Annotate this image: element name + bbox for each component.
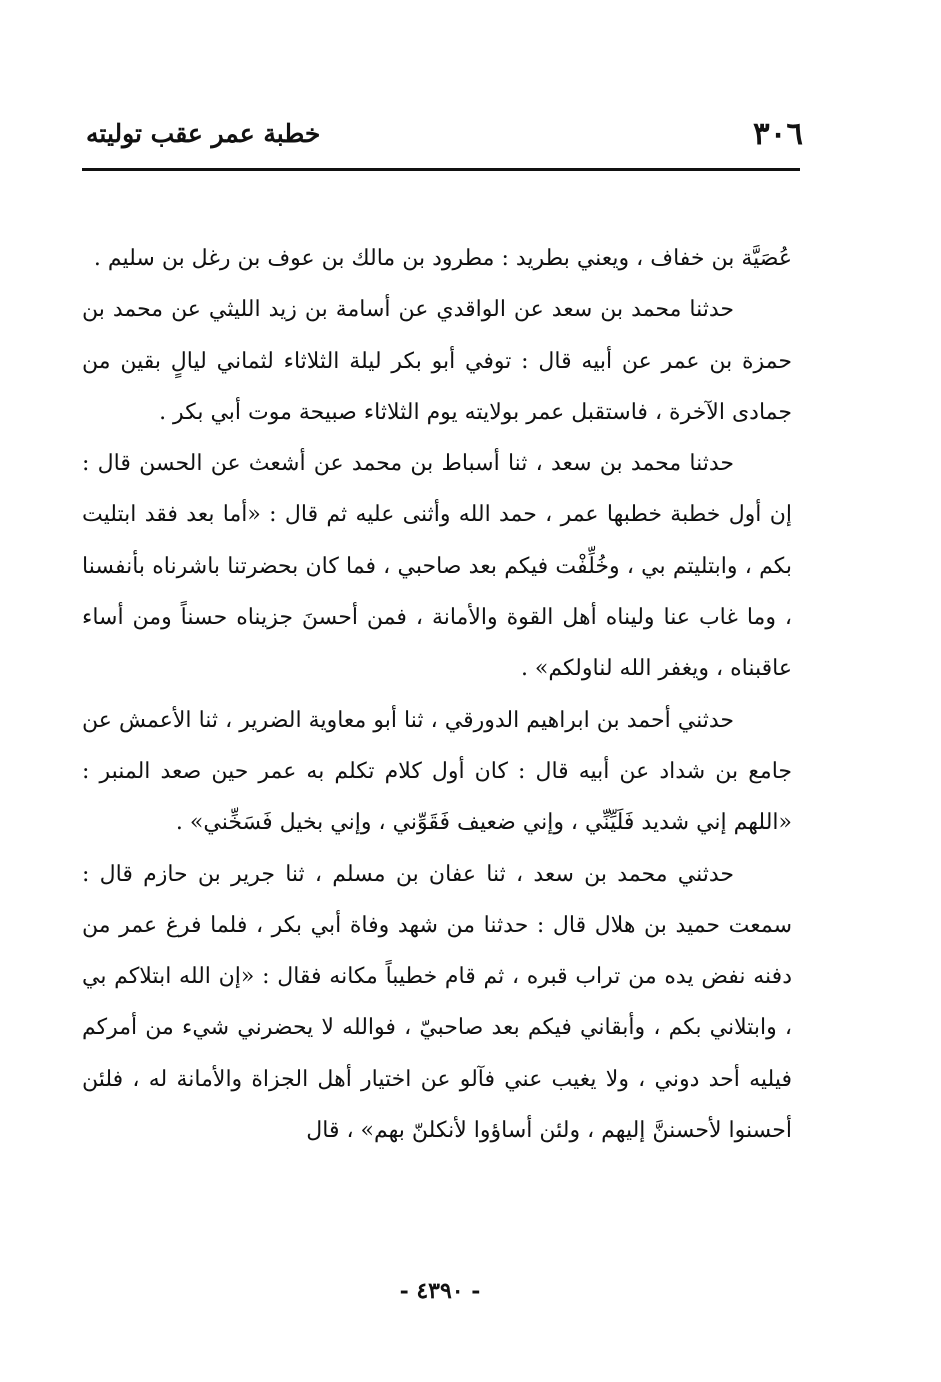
folio-number: - ٤٣٩٠ - [399, 1278, 481, 1304]
paragraph: حدثنا محمد بن سعد عن الواقدي عن أسامة بن زيد الليثي عن محمد بن حمزة بن عمر عن أبيه قال : توفي أبو بكر ليلة الثلاثاء لثماني ليالٍ بقين من جمادى الآخرة ، فاستقبل عمر بولايته يوم الثلاثاء صبيحة موت أبي بكر . [82, 297, 792, 425]
page-header [86, 114, 803, 154]
paragraph: حدثنا محمد بن سعد ، ثنا أسباط بن محمد عن أشعث عن الحسن قال : إن أول خطبة خطبها عمر ، حمد الله وأثنى عليه ثم قال : «أما بعد فقد ابتليت بكم ، وابتليتم بي ، وخُلِّفْت فيكم بعد صاحبي ، فما كان بحضرتنا باشرناه بأنفسنا ، وما غاب عنا وليناه أهل القوة والأمانة ، فمن أحسنَ جزيناه حسناً ومن أساء عاقبناه ، ويغفر الله لناولكم» . [82, 451, 792, 682]
header-rule [82, 168, 800, 171]
page-footer [0, 1278, 880, 1304]
paragraph: حدثني محمد بن سعد ، ثنا عفان بن مسلم ، ثنا جرير بن حازم قال : سمعت حميد بن هلال قال : حدثنا من شهد وفاة أبي بكر ، فلما فرغ عمر من دفنه نفض يده من تراب قبره ، ثم قام خطيباً مكانه فقال : «إن الله ابتلاكم بي ، وابتلاني بكم ، وأبقاني فيكم بعد صاحبيّ ، فوالله لا يحضرني شيء من أمركم فيليه أحد دوني ، ولا يغيب عني فآلو عن اختيار أهل الجزاة والأمانة له ، فلئن أحسنوا لأحسننَّ إليهم ، ولئن أساؤوا لأنكلنّ بهم» ، قال [82, 861, 792, 1144]
body-text [82, 233, 792, 1156]
paragraph: حدثني أحمد بن ابراهيم الدورقي ، ثنا أبو معاوية الضرير ، ثنا الأعمش عن جامع بن شداد عن أبيه قال : كان أول كلام تكلم به عمر حين صعد المنبر : «اللهم إني شديد فَلَيِّنِّي ، وإني ضعيف فَقَوِّني ، وإني بخيل فَسَخِّني» . [82, 707, 792, 836]
running-title: خطبة عمر عقب توليته [86, 119, 321, 148]
page-number: ٣٠٦ [753, 116, 803, 152]
paragraph: عُصَيَّة بن خفاف ، ويعني بطريد : مطرود بن مالك بن عوف بن رغل بن سليم . [93, 246, 792, 271]
